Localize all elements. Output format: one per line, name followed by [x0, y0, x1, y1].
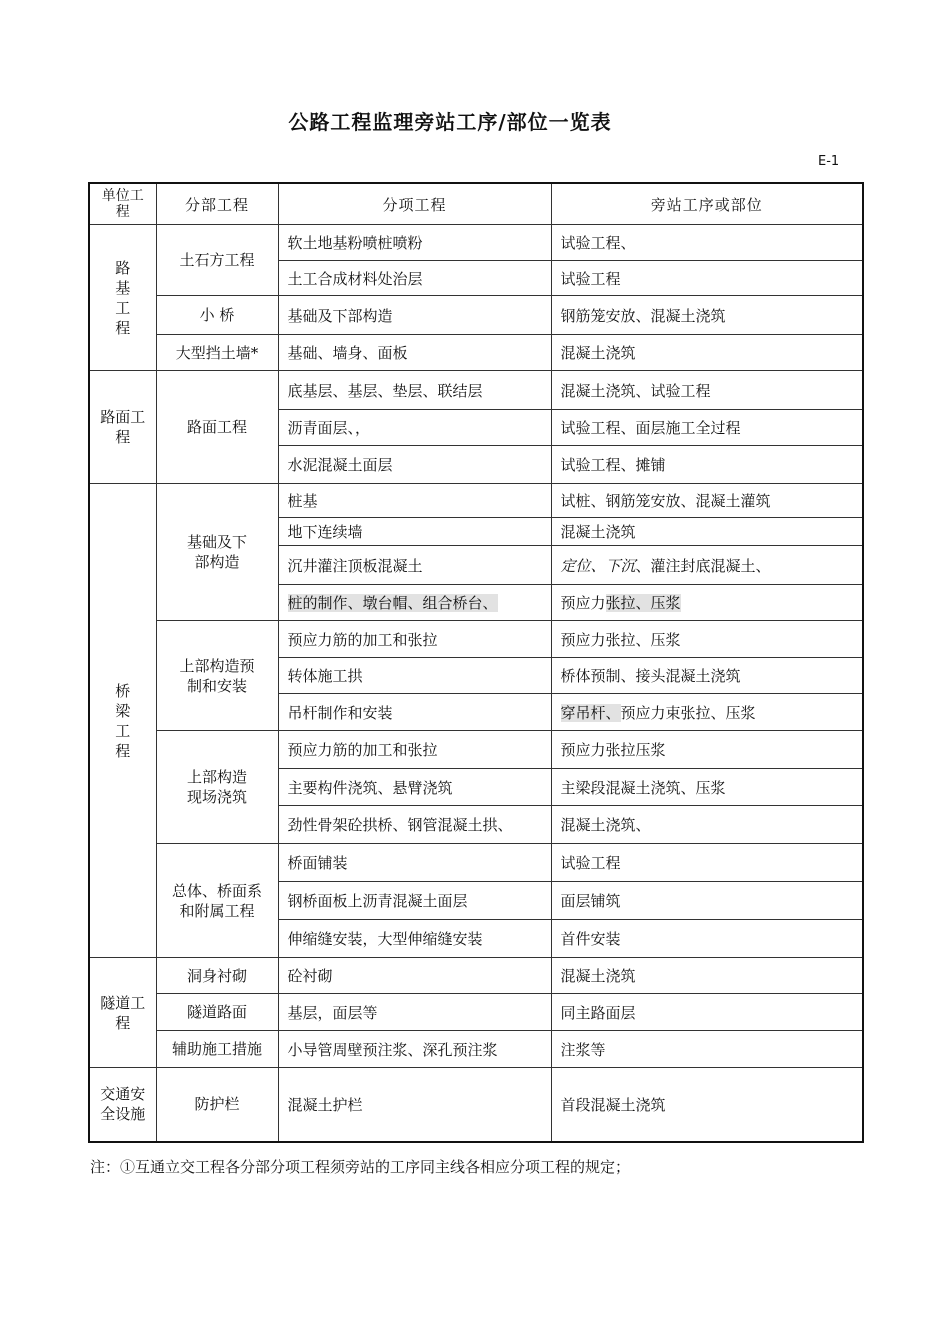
table-row — [89, 1031, 863, 1068]
item-cell: 砼衬砌 — [278, 958, 551, 994]
station-part: 预应力 — [560, 594, 606, 612]
item-cell: 土工合成材料处治层 — [278, 261, 551, 296]
supervision-table — [88, 182, 864, 1143]
division-auxiliary: 辅助施工措施 — [156, 1031, 278, 1068]
table-row — [89, 296, 863, 335]
station-cell: 试验工程 — [551, 261, 863, 296]
station-cell: 面层铺筑 — [551, 882, 863, 920]
station-cell: 预应力张拉压浆 — [551, 731, 863, 769]
station-cell: 混凝土浇筑、试验工程 — [551, 371, 863, 410]
highlighted-text: 张拉、压浆 — [605, 594, 681, 612]
item-cell: 底基层、基层、垫层、联结层 — [278, 371, 551, 410]
station-cell: 首段混凝土浇筑 — [551, 1068, 863, 1142]
table-row — [89, 994, 863, 1031]
item-cell: 桥面铺装 — [278, 844, 551, 882]
station-cell: 首件安装 — [551, 920, 863, 958]
item-cell: 钢桥面板上沥青混凝土面层 — [278, 882, 551, 920]
item-cell: 基础、墙身、面板 — [278, 335, 551, 371]
item-cell: 软土地基粉喷桩喷粉 — [278, 225, 551, 261]
item-cell: 混凝土护栏 — [278, 1068, 551, 1142]
unit-safety: 交通安全设施 — [89, 1068, 156, 1142]
station-cell: 混凝土浇筑 — [551, 335, 863, 371]
item-cell: 地下连续墙 — [278, 518, 551, 546]
footnote: 注：①互通立交工程各分部分项工程须旁站的工序同主线各相应分项工程的规定； — [90, 1158, 631, 1176]
item-cell: 伸缩缝安装，大型伸缩缝安装 — [278, 920, 551, 958]
station-part: 预应力束张拉、压浆 — [620, 703, 756, 722]
table-row — [89, 958, 863, 994]
page-title: 公路工程监理旁站工序/部位一览表 — [288, 110, 612, 134]
station-cell: 混凝土浇筑 — [551, 958, 863, 994]
unit-pavement: 路面工程 — [89, 371, 156, 484]
table-row — [89, 844, 863, 882]
header-station: 旁站工序或部位 — [551, 183, 863, 225]
division-pavement: 路面工程 — [156, 371, 278, 484]
station-cell: 主梁段混凝土浇筑、压浆 — [551, 769, 863, 806]
station-cell: 混凝土浇筑、 — [551, 806, 863, 844]
item-cell: 桩基 — [278, 484, 551, 518]
division-deck-ancillary: 总体、桥面系和附属工程 — [156, 844, 278, 958]
station-cell: 试桩、钢筋笼安放、混凝土灌筑 — [551, 484, 863, 518]
station-cell: 钢筋笼安放、混凝土浇筑 — [551, 296, 863, 335]
table-row — [89, 484, 863, 518]
division-earthwork: 土石方工程 — [156, 225, 278, 296]
station-cell: 试验工程、摊铺 — [551, 446, 863, 484]
item-cell: 基层，面层等 — [278, 994, 551, 1031]
table-row — [89, 335, 863, 371]
header-unit: 单位工程 — [89, 183, 156, 225]
item-cell: 预应力筋的加工和张拉 — [278, 621, 551, 658]
table-row — [89, 621, 863, 658]
division-cast-in-place: 上部构造现场浇筑 — [156, 731, 278, 844]
item-cell: 小导管周壁预注浆、深孔预注浆 — [278, 1031, 551, 1068]
item-cell: 基础及下部构造 — [278, 296, 551, 335]
station-cell — [551, 694, 863, 731]
item-cell — [278, 585, 551, 621]
table-row — [89, 731, 863, 769]
item-cell: 主要构件浇筑、悬臂浇筑 — [278, 769, 551, 806]
station-cell: 桥体预制、接头混凝土浇筑 — [551, 658, 863, 694]
unit-bridge: 桥梁工程 — [89, 484, 156, 958]
unit-roadbed: 路基工程 — [89, 225, 156, 371]
highlighted-text: 穿吊杆、 — [560, 703, 621, 722]
station-rest: 、灌注封底混凝土、 — [635, 556, 771, 575]
division-lining: 洞身衬砌 — [156, 958, 278, 994]
item-cell: 水泥混凝土面层 — [278, 446, 551, 484]
division-tunnel-pavement: 隧道路面 — [156, 994, 278, 1031]
station-cell: 试验工程 — [551, 844, 863, 882]
form-code: E-1 — [818, 154, 840, 169]
station-cell: 注浆等 — [551, 1031, 863, 1068]
header-division: 分部工程 — [156, 183, 278, 225]
item-cell: 吊杆制作和安装 — [278, 694, 551, 731]
item-cell: 转体施工拱 — [278, 658, 551, 694]
header-row — [89, 183, 863, 225]
division-guardrail: 防护栏 — [156, 1068, 278, 1142]
station-cell: 试验工程、 — [551, 225, 863, 261]
item-cell: 预应力筋的加工和张拉 — [278, 731, 551, 769]
station-italic: 定位、下沉 — [560, 556, 636, 575]
station-cell: 预应力张拉、压浆 — [551, 621, 863, 658]
division-substructure: 基础及下部构造 — [156, 484, 278, 621]
item-cell: 劲性骨架砼拱桥、钢管混凝土拱、 — [278, 806, 551, 844]
item-cell: 沉井灌注顶板混凝土 — [278, 546, 551, 585]
table-row — [89, 371, 863, 410]
division-retaining-wall: 大型挡土墙* — [156, 335, 278, 371]
station-cell: 混凝土浇筑 — [551, 518, 863, 546]
table-row — [89, 1068, 863, 1142]
station-cell: 试验工程、面层施工全过程 — [551, 410, 863, 446]
division-small-bridge: 小 桥 — [156, 296, 278, 335]
station-cell — [551, 585, 863, 621]
table-row — [89, 225, 863, 261]
station-cell: 同主路面层 — [551, 994, 863, 1031]
station-cell — [551, 546, 863, 585]
item-cell: 沥青面层、， — [278, 410, 551, 446]
header-item: 分项工程 — [278, 183, 551, 225]
highlighted-text: 桩的制作、墩台帽、组合桥台、 — [287, 594, 498, 612]
division-precast: 上部构造预制和安装 — [156, 621, 278, 731]
unit-tunnel: 隧道工程 — [89, 958, 156, 1068]
